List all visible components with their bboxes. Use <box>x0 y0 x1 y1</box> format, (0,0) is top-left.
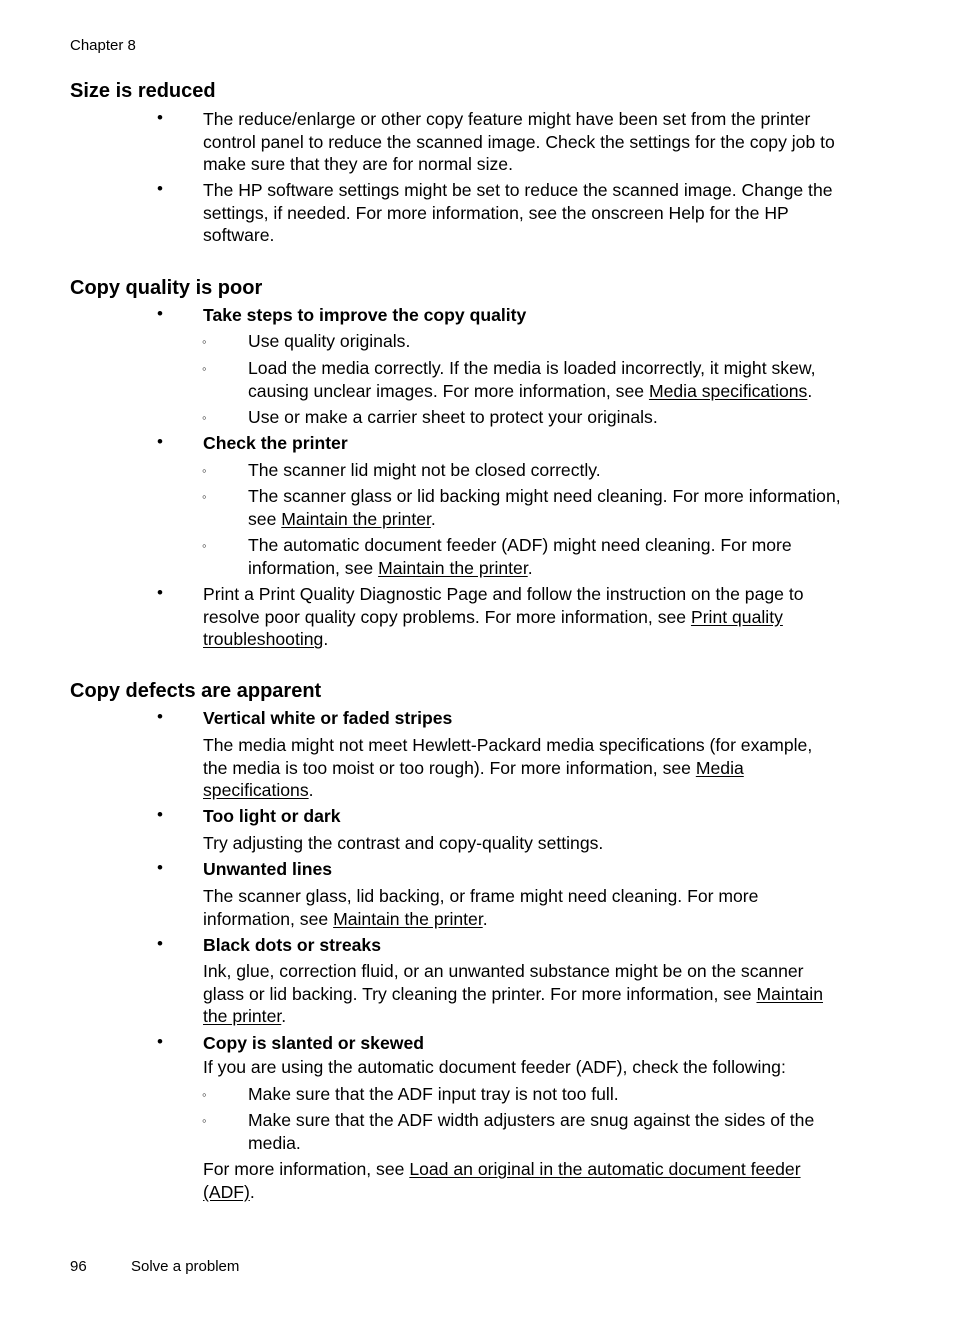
sub-bullet-glyph: ◦ <box>202 334 207 349</box>
sub-bullet-glyph: ◦ <box>202 410 207 425</box>
bullet-glyph: • <box>157 707 163 726</box>
bullet-glyph: • <box>157 858 163 877</box>
link-maintain-printer[interactable]: Maintain the printer <box>281 508 431 529</box>
bullet-glyph: • <box>157 432 163 451</box>
bullet-glyph: • <box>157 108 163 127</box>
sub-bullet-glyph: ◦ <box>202 489 207 504</box>
bullet-glyph: • <box>157 934 163 953</box>
quality-step-1: Use quality originals. <box>248 331 411 351</box>
printer-check-1: The scanner lid might not be closed correctly. <box>248 460 601 480</box>
defect-title-dots: Black dots or streaks <box>203 935 381 955</box>
quality-steps-title: Take steps to improve the copy quality <box>203 305 527 325</box>
link-print-quality-troubleshooting[interactable]: Print quality <box>690 606 783 627</box>
link-media-specifications[interactable]: specifications <box>203 780 309 801</box>
bullet-glyph: • <box>157 304 163 323</box>
section-title-size: Size is reduced <box>70 80 216 102</box>
defect-title-stripes: Vertical white or faded stripes <box>203 708 453 728</box>
defect-title-light-dark: Too light or dark <box>203 806 341 826</box>
link-maintain-printer[interactable]: Maintain <box>756 983 823 1004</box>
section-title-defects: Copy defects are apparent <box>70 680 322 702</box>
printer-check-2: The scanner glass or lid backing might need cleaning. For more information, see Maintain the printer. <box>248 486 841 529</box>
sub-bullet-glyph: ◦ <box>202 463 207 478</box>
sub-bullet-glyph: ◦ <box>202 1087 207 1102</box>
sub-bullet-glyph: ◦ <box>202 538 207 553</box>
section-title-quality: Copy quality is poor <box>70 277 263 299</box>
printer-check-3: The automatic document feeder (ADF) might need cleaning. For more information, see Maintain the printer. <box>248 535 792 578</box>
link-media-specifications[interactable]: Media specifications <box>648 380 808 401</box>
defect-title-slanted: Copy is slanted or skewed <box>203 1033 424 1053</box>
bullet-glyph: • <box>157 179 163 198</box>
sub-bullet-glyph: ◦ <box>202 361 207 376</box>
link-maintain-printer[interactable]: Maintain the printer <box>333 908 483 929</box>
quality-step-3: Use or make a carrier sheet to protect your originals. <box>248 407 658 427</box>
adf-more-info: For more information, see Load an original in the automatic document feeder (ADF). <box>203 1159 801 1202</box>
sub-bullet-glyph: ◦ <box>202 1113 207 1128</box>
bullet-glyph: • <box>157 805 163 824</box>
running-header: Chapter 8 <box>70 37 136 54</box>
defect-text-stripes: The media might not meet Hewlett-Packard media specifications (for example, the media is too moist or too rough). For more information, see Media specifications. <box>203 735 813 801</box>
link-maintain-printer[interactable]: Maintain the printer <box>378 557 528 578</box>
defect-text-light-dark: Try adjusting the contrast and copy-quality settings. <box>203 833 604 853</box>
adf-check-2: Make sure that the ADF width adjusters are snug against the sides of the media. <box>248 1110 815 1153</box>
defect-title-lines: Unwanted lines <box>203 859 333 879</box>
bullet-glyph: • <box>157 583 163 602</box>
quality-step-2: Load the media correctly. If the media is loaded incorrectly, it might skew, causing unclear images. For more information, see Media specifications. <box>248 358 816 401</box>
check-printer-title: Check the printer <box>203 433 348 453</box>
adf-check-1: Make sure that the ADF input tray is not too full. <box>248 1084 619 1104</box>
link-media-specifications[interactable]: Media <box>695 757 744 778</box>
link-maintain-printer[interactable]: the printer <box>203 1006 282 1027</box>
defect-text-dots: Ink, glue, correction fluid, or an unwanted substance might be on the scanner glass or lid backing. Try cleaning the printer. For more information, see Maintain the printer. <box>203 961 823 1027</box>
defect-text-slanted: If you are using the automatic document feeder (ADF), check the following: <box>203 1057 786 1077</box>
page-number: 96 <box>70 1258 87 1275</box>
print-quality-bullet: Print a Print Quality Diagnostic Page and follow the instruction on the page to resolve poor quality copy problems. For more information, see Print quality troubleshooting. <box>203 584 804 650</box>
defect-text-lines: The scanner glass, lid backing, or frame might need cleaning. For more information, see Maintain the printer. <box>203 886 759 929</box>
size-bullet-2: The HP software settings might be set to reduce the scanned image. Change the settings, if needed. For more information, see the onscreen Help for the HP software. <box>203 180 833 246</box>
link-print-quality-troubleshooting[interactable]: troubleshooting <box>203 629 324 650</box>
footer-title: Solve a problem <box>131 1258 240 1275</box>
link-load-original-adf[interactable]: Load an original in the automatic document feeder <box>409 1159 801 1179</box>
link-load-original-adf[interactable]: (ADF) <box>203 1181 250 1202</box>
bullet-glyph: • <box>157 1032 163 1051</box>
size-bullet-1: The reduce/enlarge or other copy feature might have been set from the printer control panel to reduce the scanned image. Check the settings for the copy job to make sure that they are for normal size. <box>203 109 835 175</box>
